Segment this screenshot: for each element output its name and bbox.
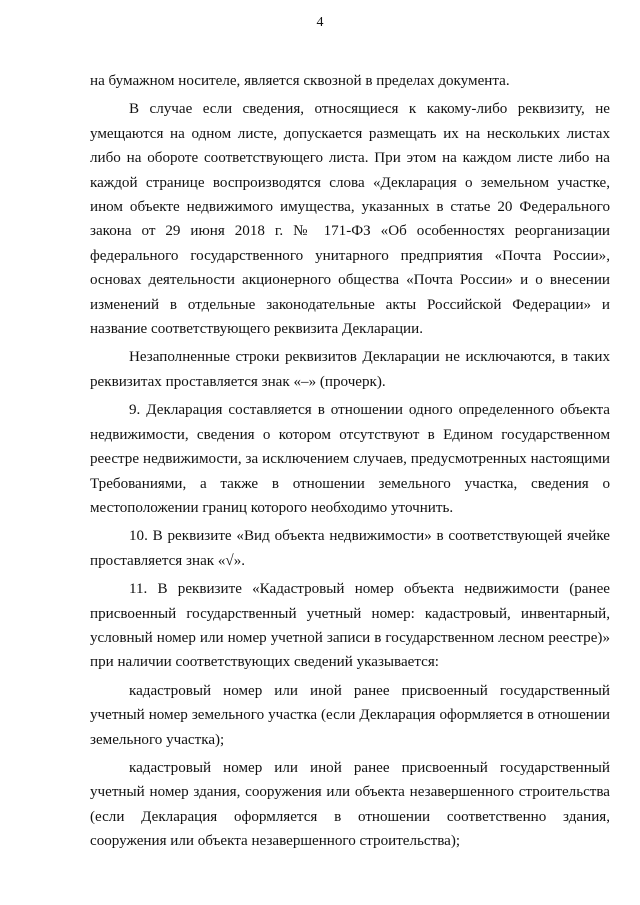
page-number: 4	[316, 15, 324, 30]
paragraph-continuation: на бумажном носителе, является сквозной в пределах документа.	[90, 73, 510, 89]
paragraph-empty-lines: Незаполненные строки реквизитов Декларации не исключаются, в таких реквизитах проставляется знак «–» (прочерк).	[90, 349, 610, 390]
paragraph-item-11-building: кадастровый номер или иной ранее присвоенный государственный учетный номер здания, сооружения или объекта незавершенного строительства (если Декларация оформляется в отношении соответственно здания, сооружения или объекта незавершенного строительства);	[90, 759, 610, 850]
paragraph-item-10: 10. В реквизите «Вид объекта недвижимости» в соответствующей ячейке проставляется знак «√».	[90, 528, 610, 569]
paragraph-item-9: 9. Декларация составляется в отношении одного определенного объекта недвижимости, сведения о котором отсутствуют в Едином государственном реестре недвижимости, за исключением случаев, предусмотренных настоящими Требованиями, а также в отношении земельного участка, сведения о местоположении границ которого необходимо уточнить.	[90, 402, 610, 516]
paragraph-item-11: 11. В реквизите «Кадастровый номер объекта недвижимости (ранее присвоенный государственный учетный номер: кадастровый, инвентарный, условный номер или номер учетной записи в государственном лесном реестре)» при наличии соответствующих сведений указывается:	[90, 581, 610, 671]
paragraph-item-11-land: кадастровый номер или иной ранее присвоенный государственный учетный номер земельного участка (если Декларация оформляется в отношении земельного участка);	[90, 682, 610, 748]
paragraph-requisite-overflow: В случае если сведения, относящиеся к какому-либо реквизиту, не умещаются на одном листе, допускается размещать их на нескольких листах либо на обороте соответствующего листа. При этом на каждом листе либо на каждой странице воспроизводятся слова «Декларация о земельном участке, ином объекте недвижимого имущества, указанных в статье 20 Федерального закона от 29 июня 2018 г. № 171-ФЗ «Об особенностях реорганизации федерального государственного унитарного предприятия «Почта России», основах деятельности акционерного общества «Почта России» и о внесении изменений в отдельные законодательные акты Российской Федерации» и название соответствующего реквизита Декларации.	[90, 101, 610, 338]
document-body	[90, 69, 610, 858]
